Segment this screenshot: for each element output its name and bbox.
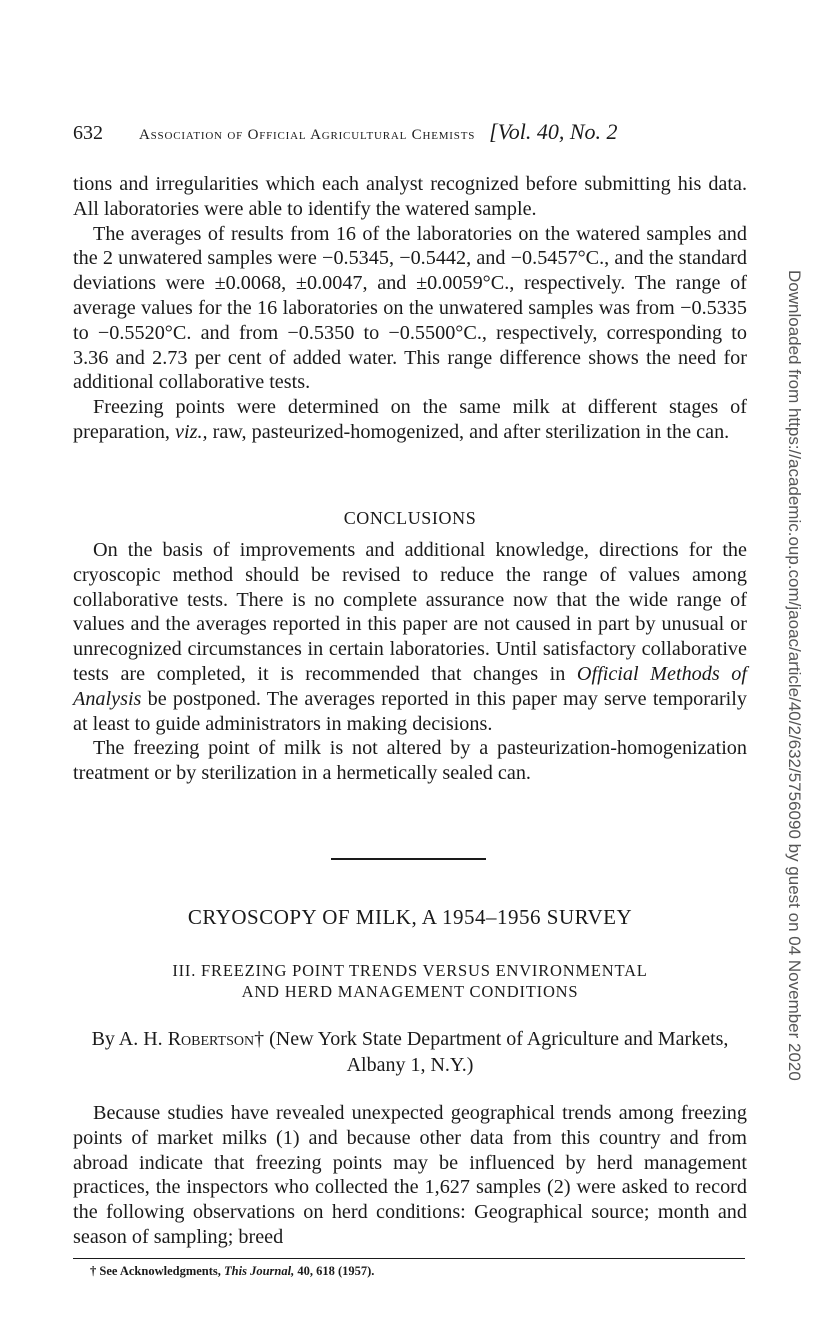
conclusions-section <box>73 508 747 529</box>
text-run: On the basis of improvements and additional knowledge, directions for the cryoscopic method should be revised to reduce the range of values among collaborative tests. There is no complete assurance now that the wide range of values and the averages reported in this paper are not caused in part by unusual or unrecognized circumstances in certain laboratories. Until satisfactory collaborative tests are completed, it is recommended that changes in <box>73 539 747 685</box>
italic-viz: viz., <box>175 420 208 443</box>
paragraph-conclusions <box>73 538 747 736</box>
subtitle-line-2: AND HERD MANAGEMENT CONDITIONS <box>241 982 579 1001</box>
text-run: † See Acknowledgments, <box>90 1264 225 1278</box>
body-section-continued <box>73 172 747 445</box>
conclusions-body <box>73 538 747 786</box>
text-run: 40, 618 (1957). <box>294 1264 375 1278</box>
conclusions-heading: CONCLUSIONS <box>343 508 477 528</box>
text-run: raw, pasteurized-homogenized, and after sterilization in the can. <box>207 420 730 443</box>
byline-by: By A. H. <box>91 1028 168 1050</box>
italic-official-methods: Official Methods of Analysis <box>73 662 747 710</box>
author-byline <box>73 1026 747 1078</box>
author-affiliation: (New York State Department of Agriculture and Markets, Albany 1, N.Y.) <box>264 1028 729 1076</box>
text-run: Freezing points were determined on the same milk at different stages of preparation, <box>73 396 747 443</box>
article-intro <box>73 1101 747 1250</box>
volume-issue: [Vol. 40, No. 2 <box>489 119 618 144</box>
footnote-rule <box>73 1258 745 1259</box>
paragraph-freezing-points <box>73 395 747 445</box>
article-subtitle <box>73 960 747 1002</box>
text-run: be postponed. The averages reported in this paper may serve temporarily at least to guide administrators in making decisions. <box>73 687 747 735</box>
paragraph-continuation: tions and irregularities which each analyst recognized before submitting his data. All laboratories were able to identify the watered sample. <box>73 173 747 220</box>
article-title: CRYOSCOPY OF MILK, A 1954–1956 SURVEY <box>187 905 633 929</box>
dagger-mark: † <box>254 1028 265 1050</box>
italic-journal: This Journal, <box>224 1264 295 1278</box>
paragraph-intro: Because studies have revealed unexpected geographical trends among freezing points of market milks (1) and because other data from this country and from abroad indicate that freezing points may be influenced by herd management practices, the inspectors who collected the 1,627 samples (2) were asked to record the following observations on herd conditions: Geographical source; month and season of sampling; breed <box>73 1102 747 1248</box>
footnote <box>90 1264 374 1279</box>
running-header <box>73 119 745 149</box>
paragraph-averages: The averages of results from 16 of the laboratories on the watered samples and the 2 unwatered samples were −0.5345, −0.5442, and −0.5457°C., and the standard deviations were ±0.0068, ±0.0047, and ±0.0059°C., respectively. The range of average values for the 16 laboratories on the unwatered samples was from −0.5335 to −0.5520°C. and from −0.5350 to −0.5500°C., respectively, corresponding to 3.36 and 2.73 per cent of added water. This range difference shows the need for additional collaborative tests. <box>73 222 747 394</box>
page-number: 632 <box>73 122 103 144</box>
section-divider <box>331 858 486 860</box>
download-watermark: Downloaded from https://academic.oup.com/jaoac/article/40/2/632/5756090 by guest on 04 November 2020 <box>785 270 804 1081</box>
author-surname: Robertson <box>167 1028 255 1050</box>
journal-name: Association of Official Agricultural Chemists <box>139 127 476 143</box>
paragraph-pasteurization: The freezing point of milk is not altered by a pasteurization-homogenization treatment or by sterilization in a hermetically sealed can. <box>73 737 747 785</box>
subtitle-line-1: III. FREEZING POINT TRENDS VERSUS ENVIRONMENTAL <box>172 961 648 980</box>
